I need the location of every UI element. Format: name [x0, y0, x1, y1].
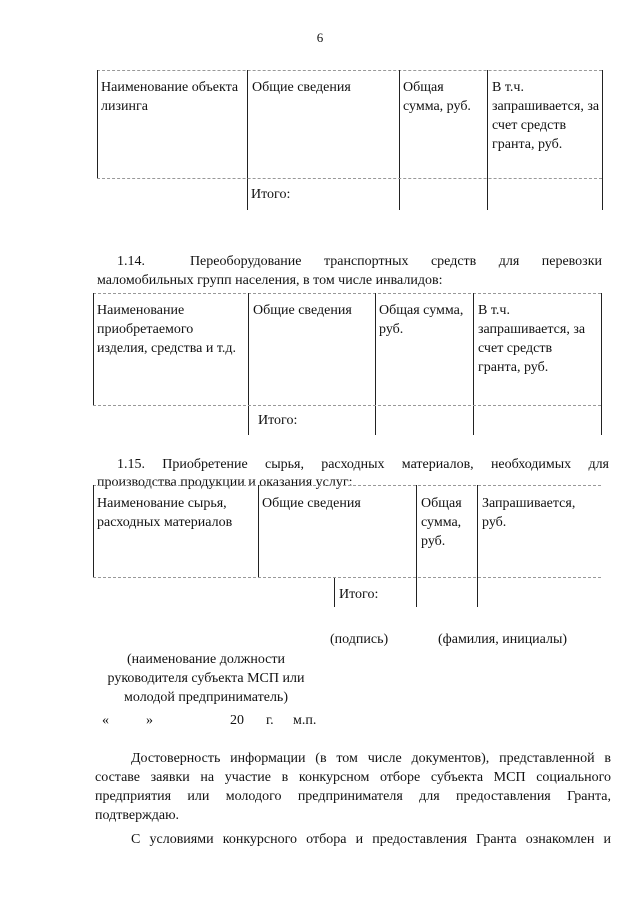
table-col-line: [487, 70, 488, 210]
section-heading-line: [117, 252, 602, 271]
page-number: 6: [316, 30, 324, 45]
table-header-cell: Общие сведения: [252, 80, 351, 95]
table-header-cell: Наименование объекта лизинга: [101, 80, 239, 114]
table-col-line: [477, 485, 478, 607]
table-col-line: [93, 485, 94, 577]
paragraph-line: подтверждаю.: [95, 808, 180, 823]
table-top-border: [97, 70, 602, 71]
paragraph-line: Достоверность информации (в том числе документов), представленной в: [131, 751, 611, 766]
date-close-quote: »: [146, 713, 153, 728]
table-total-label: Итого:: [339, 587, 379, 602]
table-header-cell: В т.ч. запрашивается, за счет средств гранта, руб.: [492, 80, 600, 152]
table-header-cell: Общие сведения: [262, 496, 361, 511]
name-initials-label: (фамилия, инициалы): [438, 632, 568, 647]
section-number: 1.14.: [117, 254, 145, 269]
date-year: 20: [230, 713, 244, 728]
table-header-cell: В т.ч. запрашивается, за счет средств гранта, руб.: [478, 303, 586, 375]
position-label: (наименование должности руководителя субъекта МСП или молодой предприниматель): [107, 652, 305, 705]
table-header-cell: Запрашивается, руб.: [482, 496, 576, 530]
date-year-suffix: г.: [266, 713, 274, 728]
section-heading-line: маломобильных групп населения, в том числе инвалидов:: [97, 273, 443, 288]
table-top-border: [93, 293, 601, 294]
table-top-border: [93, 485, 601, 486]
stamp-label: м.п.: [293, 713, 317, 728]
table-col-line: [473, 293, 474, 435]
table-col-line: [93, 293, 94, 405]
table-col-line: [258, 485, 259, 577]
table-col-line: [334, 577, 335, 607]
table-col-line: [399, 70, 400, 210]
table-total-label: Итого:: [251, 187, 291, 202]
table-header-cell: Общие сведения: [253, 303, 352, 318]
date-open-quote: «: [102, 713, 109, 728]
table-total-label: Итого:: [258, 413, 298, 428]
section-heading-line: 1.15. Приобретение сырья, расходных материалов, необходимых для: [117, 457, 609, 472]
table-col-line: [601, 293, 602, 435]
table-row-border: [97, 178, 602, 179]
paragraph-line: предприятия или молодого предпринимателя для предоставления Гранта,: [95, 789, 611, 804]
table-header-cell: Общая сумма, руб.: [421, 496, 462, 549]
table-row-border: [93, 577, 601, 578]
table-col-line: [416, 485, 417, 607]
table-col-line: [602, 70, 603, 210]
table-header-cell: Общая сумма, руб.: [379, 303, 464, 337]
section-heading-line: производства продукции и оказания услуг:: [97, 475, 353, 490]
section-title: Переоборудование транспортных средств для перевозки: [189, 254, 602, 269]
table-col-line: [97, 70, 98, 178]
table-header-cell: Общая сумма, руб.: [403, 80, 471, 114]
table-col-line: [248, 293, 249, 435]
signature-label: (подпись): [330, 632, 389, 647]
conditions-paragraph: С условиями конкурсного отбора и предоставления Гранта ознакомлен и: [131, 832, 611, 847]
table-header-cell: Наименование сырья, расходных материалов: [97, 496, 233, 530]
paragraph-line: составе заявки на участие в конкурсном отборе субъекта МСП социального: [95, 770, 611, 785]
table-col-line: [247, 70, 248, 210]
table-row-border: [93, 405, 601, 406]
table-header-cell: Наименование приобретаемого изделия, средства и т.д.: [97, 303, 237, 356]
table-col-line: [375, 293, 376, 435]
